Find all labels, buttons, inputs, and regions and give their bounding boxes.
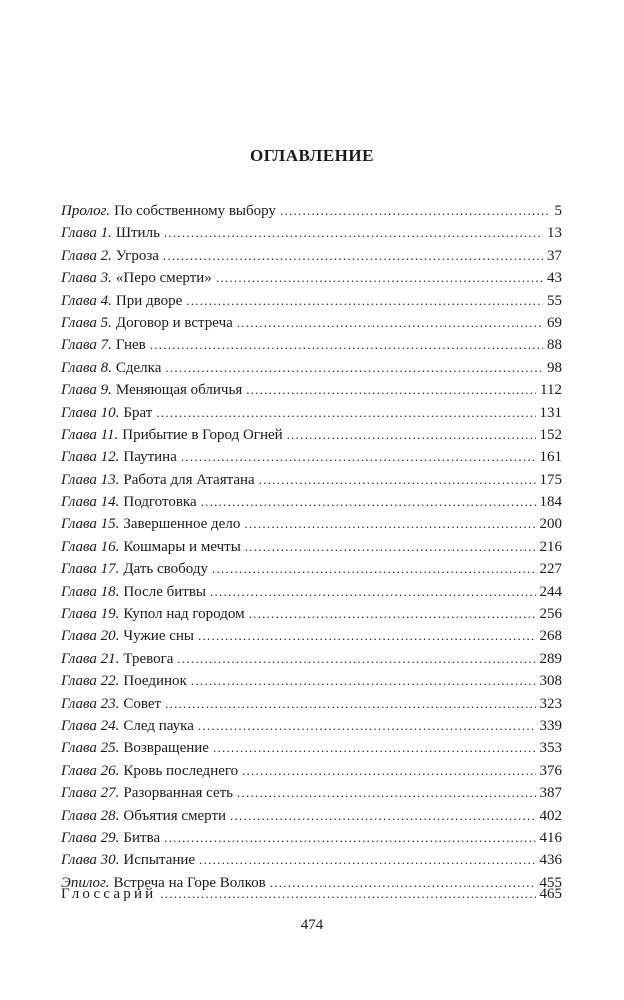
toc-entry-label: Глава 15. xyxy=(61,516,120,533)
toc-entry-page: 353 xyxy=(539,740,562,757)
toc-entry-title: Завершенное дело xyxy=(123,516,241,533)
toc-entry-title: Чужие сны xyxy=(123,628,194,645)
toc-entry-page: 112 xyxy=(540,382,562,399)
toc-entry-label: Глава 9. xyxy=(61,382,112,399)
toc-leader-dots xyxy=(199,849,535,871)
toc-entry-title: По собственному выбору xyxy=(114,203,276,219)
toc-entry-page: 216 xyxy=(539,538,562,555)
toc-entry-page: 5 xyxy=(554,203,562,219)
toc-leader-dots xyxy=(160,883,535,905)
toc-entry-page: 152 xyxy=(539,426,562,443)
toc-entry-label: Глава 26. xyxy=(61,762,120,779)
toc-leader-dots xyxy=(249,603,536,625)
toc-entry-label: Глава 13. xyxy=(61,471,120,488)
toc-entry-label: Глава 17. xyxy=(61,561,120,578)
toc-entry-page: 256 xyxy=(539,606,562,623)
toc-leader-dots xyxy=(244,513,535,535)
toc-entry-title: После битвы xyxy=(123,583,207,600)
page-title: ОГЛАВЛЕНИЕ xyxy=(250,146,374,165)
toc-entry xyxy=(61,648,562,670)
toc-entry xyxy=(61,782,562,804)
toc-entry-title: Испытание xyxy=(123,852,196,869)
toc-entry xyxy=(61,402,562,424)
toc-leader-dots xyxy=(230,805,535,827)
toc-entry-title: Гнев xyxy=(115,337,146,354)
toc-entry xyxy=(61,693,562,715)
toc-entry-page: 184 xyxy=(539,494,562,511)
toc-entry-page: 244 xyxy=(539,583,562,600)
toc-entry-label: Глава 12. xyxy=(61,449,120,466)
toc-entry-title: Прибытие в Город Огней xyxy=(122,426,283,443)
toc-entry xyxy=(61,849,562,871)
toc-entry-page: 323 xyxy=(539,695,562,712)
toc-entry-label: Пролог. xyxy=(61,203,111,219)
toc-entry-page: 227 xyxy=(539,561,562,578)
toc-leader-dots xyxy=(216,267,543,289)
toc-entry xyxy=(61,536,562,558)
toc-entry-page: 43 xyxy=(547,270,562,287)
toc-entry-title: Поединок xyxy=(123,673,187,690)
toc-leader-dots xyxy=(165,693,535,715)
toc-leader-dots xyxy=(212,558,536,580)
toc-entry-page: 131 xyxy=(539,404,562,421)
toc-entry xyxy=(61,625,562,647)
toc-entry xyxy=(61,737,562,759)
toc-entry xyxy=(61,581,562,603)
toc-entry xyxy=(61,558,562,580)
toc-entry-label: Глава 11. xyxy=(61,426,119,443)
toc-entry-title: Работа для Атаятана xyxy=(123,471,255,488)
toc-entry-glossary xyxy=(61,883,562,905)
toc-leader-dots xyxy=(198,625,536,647)
toc-entry xyxy=(61,446,562,468)
toc-entry-label: Глава 18. xyxy=(61,583,120,600)
toc-entry-page: 416 xyxy=(539,829,562,846)
toc-entry-title: Дать свободу xyxy=(123,561,208,578)
toc-leader-dots xyxy=(237,312,543,334)
toc-leader-dots xyxy=(213,737,536,759)
toc-leader-dots xyxy=(201,491,536,513)
toc-entry-title: Возвращение xyxy=(123,740,209,757)
toc-entry-page: 161 xyxy=(539,449,562,466)
toc-entry xyxy=(61,357,562,379)
toc-entry-title: Паутина xyxy=(123,449,177,466)
toc-entry-title: Брат xyxy=(123,404,153,421)
toc-entry-label: Глава 28. xyxy=(61,807,120,824)
toc-entry xyxy=(61,491,562,513)
toc-entry xyxy=(61,222,562,244)
glossary-label: Глоссарий xyxy=(61,886,157,902)
toc-entry-label: Глава 1. xyxy=(61,225,112,242)
toc-entry-label: Глава 20. xyxy=(61,628,120,645)
toc-entry xyxy=(61,290,562,312)
toc-entry-label: Глава 21. xyxy=(61,650,120,667)
toc-entry xyxy=(61,513,562,535)
toc-entry-title: Сделка xyxy=(115,359,162,376)
table-of-contents xyxy=(61,200,562,894)
toc-entry-title: При дворе xyxy=(115,292,183,309)
toc-entry-page: 69 xyxy=(547,314,562,331)
toc-entry-page: 200 xyxy=(539,516,562,533)
toc-entry-page: 98 xyxy=(547,359,562,376)
toc-entry-page: 37 xyxy=(547,247,562,264)
toc-leader-dots xyxy=(165,357,543,379)
glossary-page: 465 xyxy=(539,886,562,902)
toc-entry-label: Глава 30. xyxy=(61,852,120,869)
toc-entry-page: 175 xyxy=(539,471,562,488)
toc-entry-label: Глава 7. xyxy=(61,337,112,354)
toc-leader-dots xyxy=(186,290,543,312)
toc-entry xyxy=(61,267,562,289)
toc-leader-dots xyxy=(259,469,536,491)
toc-entry-title: «Перо смерти» xyxy=(115,270,212,287)
toc-entry xyxy=(61,312,562,334)
toc-leader-dots xyxy=(198,715,536,737)
toc-entry-label: Эпилог. xyxy=(61,874,110,891)
toc-entry-page: 289 xyxy=(539,650,562,667)
toc-entry-title: Кровь последнего xyxy=(123,762,239,779)
toc-entry xyxy=(61,245,562,267)
toc-entry xyxy=(61,603,562,625)
toc-leader-dots xyxy=(287,424,536,446)
toc-entry-title: Объятия смерти xyxy=(123,807,227,824)
toc-entry xyxy=(61,715,562,737)
toc-leader-dots xyxy=(191,670,536,692)
toc-entry xyxy=(61,334,562,356)
toc-entry-label: Глава 29. xyxy=(61,829,120,846)
toc-entry-page: 339 xyxy=(539,717,562,734)
toc-entry-title: Тревога xyxy=(123,650,174,667)
toc-leader-dots xyxy=(164,827,535,849)
toc-leader-dots xyxy=(156,402,535,424)
toc-leader-dots xyxy=(163,245,543,267)
toc-leader-dots xyxy=(280,200,551,222)
toc-entry-title: Битва xyxy=(123,829,161,846)
toc-entry-title: Договор и встреча xyxy=(115,314,233,331)
toc-entry-label: Глава 4. xyxy=(61,292,112,309)
toc-entry-title: Встреча на Горе Волков xyxy=(113,874,266,891)
toc-leader-dots xyxy=(164,222,543,244)
toc-leader-dots xyxy=(242,760,535,782)
toc-entry-label: Глава 5. xyxy=(61,314,112,331)
toc-entry-page: 455 xyxy=(539,874,562,891)
toc-entry-page: 376 xyxy=(539,762,562,779)
toc-entry-label: Глава 27. xyxy=(61,785,120,802)
toc-entry-page: 402 xyxy=(539,807,562,824)
toc-entry-page: 308 xyxy=(539,673,562,690)
toc-entry-page: 88 xyxy=(547,337,562,354)
toc-leader-dots xyxy=(237,782,535,804)
toc-entry-label: Глава 2. xyxy=(61,247,112,264)
toc-entry-page: 13 xyxy=(547,225,562,242)
toc-entry-label: Глава 25. xyxy=(61,740,120,757)
toc-entry-label: Глава 10. xyxy=(61,404,120,421)
toc-entry xyxy=(61,200,562,222)
toc-leader-dots xyxy=(245,536,536,558)
toc-entry xyxy=(61,805,562,827)
toc-leader-dots xyxy=(181,446,536,468)
toc-entry xyxy=(61,379,562,401)
toc-leader-dots xyxy=(150,334,543,356)
toc-entry-title: Угроза xyxy=(115,247,159,264)
toc-entry-label: Глава 16. xyxy=(61,538,120,555)
toc-entry-page: 55 xyxy=(547,292,562,309)
toc-entry-title: Штиль xyxy=(115,225,160,242)
toc-entry-page: 387 xyxy=(539,785,562,802)
toc-entry-page: 268 xyxy=(539,628,562,645)
toc-entry-label: Глава 23. xyxy=(61,695,120,712)
toc-entry xyxy=(61,424,562,446)
toc-entry xyxy=(61,670,562,692)
toc-entry-label: Глава 24. xyxy=(61,717,120,734)
toc-leader-dots xyxy=(177,648,535,670)
toc-entry xyxy=(61,827,562,849)
toc-entry-label: Глава 8. xyxy=(61,359,112,376)
toc-entry xyxy=(61,469,562,491)
toc-entry-title: След паука xyxy=(123,717,194,734)
toc-entry-title: Купол над городом xyxy=(123,606,245,623)
toc-leader-dots xyxy=(210,581,535,603)
toc-entry-label: Глава 14. xyxy=(61,494,120,511)
toc-entry-title: Меняющая обличья xyxy=(115,382,243,399)
page-number: 474 xyxy=(300,917,324,933)
toc-entry-page: 436 xyxy=(539,852,562,869)
toc-entry-title: Разорванная сеть xyxy=(123,785,234,802)
toc-leader-dots xyxy=(246,379,536,401)
toc-entry-title: Совет xyxy=(123,695,162,712)
toc-entry-label: Глава 22. xyxy=(61,673,120,690)
toc-entry-title: Кошмары и мечты xyxy=(123,538,241,555)
toc-entry-label: Глава 19. xyxy=(61,606,120,623)
toc-entry-title: Подготовка xyxy=(123,494,197,511)
toc-entry xyxy=(61,760,562,782)
toc-entry-label: Глава 3. xyxy=(61,270,112,287)
